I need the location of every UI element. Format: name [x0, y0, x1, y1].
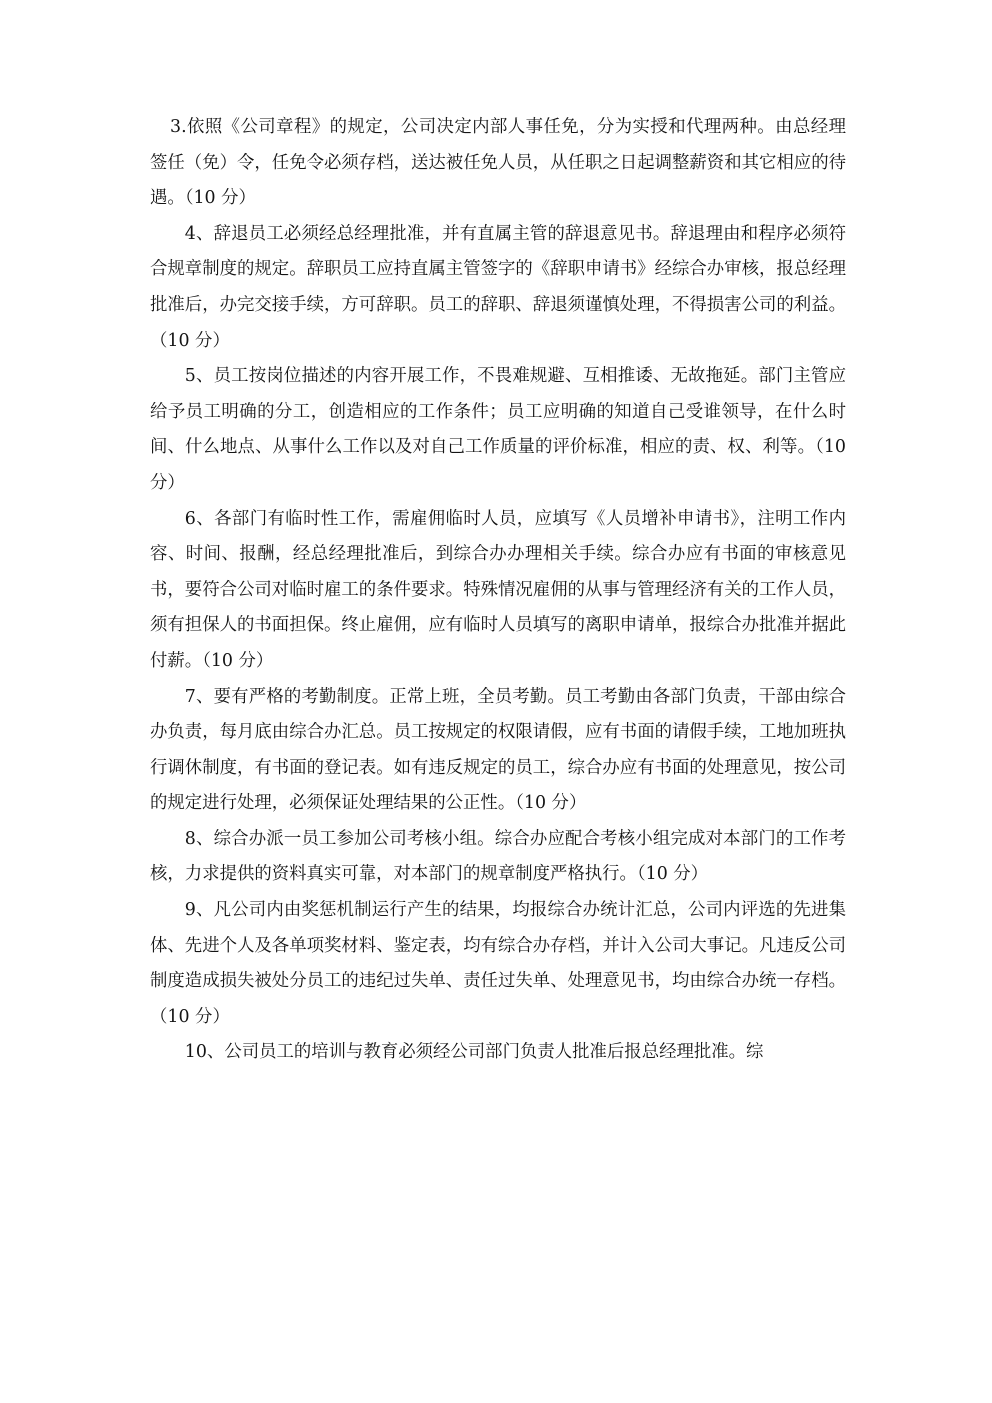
paragraph-item-6: 6、各部门有临时性工作，需雇佣临时人员，应填写《人员增补申请书》，注明工作内容、时间、报酬，经总经理批准后，到综合办办理相关手续。综合办应有书面的审核意见书，要符合公司对临时雇工的条件要求。特殊情况雇佣的从事与管理经济有关的工作人员，须有担保人的书面担保。终止雇佣，应有临时人员填写的离职申请单，报综合办批准并据此付薪。（10 分）	[150, 508, 846, 671]
paragraph-item-3: 3.依照《公司章程》的规定，公司决定内部人事任免，分为实授和代理两种。由总经理签任（免）令，任免令必须存档，送达被任免人员，从任职之日起调整薪资和其它相应的待遇。（10 分）	[150, 117, 846, 209]
paragraph-item-9: 9、凡公司内由奖惩机制运行产生的结果，均报综合办统计汇总，公司内评选的先进集体、先进个人及各单项奖材料、鉴定表，均有综合办存档，并计入公司大事记。凡违反公司制度造成损失被处分员工的违纪过失单、责任过失单、处理意见书，均由综合办统一存档。（10 分）	[150, 900, 846, 1027]
paragraph-item-8: 8、综合办派一员工参加公司考核小组。综合办应配合考核小组完成对本部门的工作考核，力求提供的资料真实可靠，对本部门的规章制度严格执行。（10 分）	[150, 828, 846, 885]
document-page	[150, 110, 846, 1071]
paragraph-item-7: 7、要有严格的考勤制度。正常上班，全员考勤。员工考勤由各部门负责，干部由综合办负责，每月底由综合办汇总。员工按规定的权限请假，应有书面的请假手续，工地加班执行调休制度，有书面的登记表。如有违反规定的员工，综合办应有书面的处理意见，按公司的规定进行处理，必须保证处理结果的公正性。（10 分）	[150, 686, 846, 814]
paragraph-item-4: 4、辞退员工必须经总经理批准，并有直属主管的辞退意见书。辞退理由和程序必须符合规章制度的规定。辞职员工应持直属主管签字的《辞职申请书》经综合办审核，报总经理批准后，办完交接手续，方可辞职。员工的辞职、辞退须谨慎处理，不得损害公司的利益。（10 分）	[150, 223, 846, 351]
paragraph-item-10: 10、公司员工的培训与教育必须经公司部门负责人批准后报总经理批准。综	[184, 1042, 764, 1063]
paragraph-item-5: 5、员工按岗位描述的内容开展工作，不畏难规避、互相推诿、无故拖延。部门主管应给予员工明确的分工，创造相应的工作条件；员工应明确的知道自己受谁领导，在什么时间、什么地点、从事什么工作以及对自己工作质量的评价标准，相应的责、权、利等。（10 分）	[150, 366, 846, 493]
